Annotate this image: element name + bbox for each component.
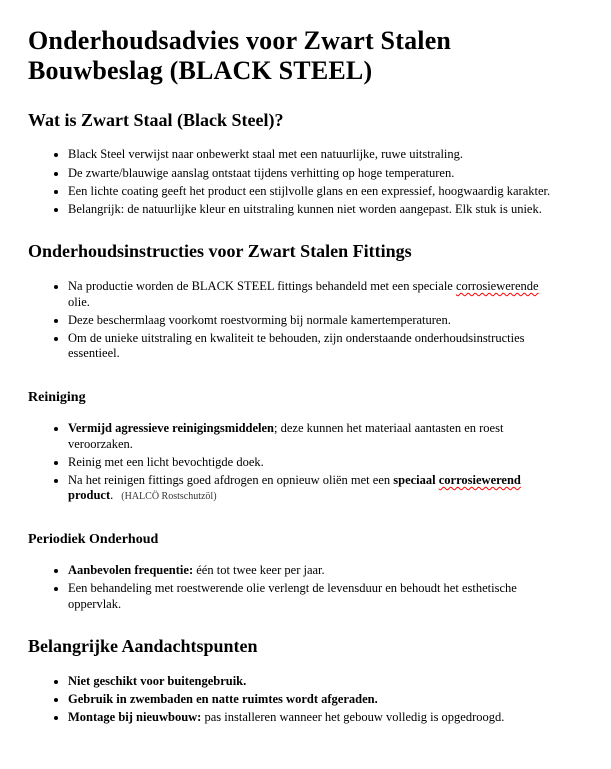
bullet-item: • Een lichte coating geeft het product een stijlvolle glans en een expressief, hoogwaardig karakter. (68, 184, 581, 200)
bullet-text: Na productie worden de BLACK STEEL fittings behandeld met een speciale (68, 278, 456, 293)
bold-lead-text: Montage bij nieuwbouw: (68, 710, 202, 725)
bullet-item (68, 563, 581, 579)
subsection-heading-periodic-maintenance: Periodiek Onderhoud (28, 532, 159, 548)
bullet-list-important (28, 674, 581, 726)
bold-text: Niet geschikt voor buitengebruik. (68, 673, 247, 688)
bold-lead-text: Aanbevolen frequentie: (68, 562, 194, 577)
bullet-item (68, 692, 581, 708)
doc-title: Onderhoudsadvies voor Zwart Stalen Bouwbeslag (BLACK STEEL) (28, 26, 452, 85)
bullet-item: • Reinig met een licht bevochtigde doek. (68, 455, 581, 471)
bullet-list-intro (28, 147, 581, 217)
bullet-text: ; deze kunnen het materiaal aantasten en roest veroorzaken. (68, 420, 504, 451)
bullet-item: • Black Steel verwijst naar onbewerkt staal met een natuurlijke, ruwe uitstraling. (68, 147, 581, 163)
bold-lead-text: Vermijd agressieve reinigingsmiddelen (68, 420, 275, 435)
bullet-item (68, 674, 581, 690)
bullet-item: • Een behandeling met roestwerende olie verlengt de levensduur en behoudt het esthetische oppervlak. (68, 581, 581, 612)
bullet-text: pas installeren wanneer het gebouw volledig is opgedroogd. (201, 710, 505, 725)
bold-text: speciaal (393, 472, 439, 487)
section-heading-important-points: Belangrijke Aandachtspunten (28, 636, 258, 657)
bullet-item (68, 710, 581, 726)
bullet-item: • De zwarte/blauwige aanslag ontstaat tijdens verhitting op hoge temperaturen. (68, 166, 581, 182)
product-note-text: (HALCÖ Rostschutzöl) (121, 491, 217, 503)
subsection-heading-cleaning: Reiniging (28, 390, 86, 406)
bullet-text: één tot twee keer per jaar. (193, 562, 325, 577)
misspelled-word: corrosiewerende (455, 278, 539, 293)
bullet-item (68, 279, 581, 310)
bullet-item: • Deze beschermlaag voorkomt roestvorming bij normale kamertemperaturen. (68, 313, 581, 329)
bullet-item (68, 421, 581, 452)
bullet-text: Na het reinigen fittings goed afdrogen en opnieuw oliën met een (68, 472, 394, 487)
bullet-text: . (110, 488, 114, 503)
bullet-item (68, 473, 581, 504)
bullet-text: olie. (68, 294, 90, 309)
bullet-item: • Belangrijk: de natuurlijke kleur en uitstraling kunnen niet worden aangepast. Elk stuk is uniek. (68, 202, 581, 218)
section-heading-maintenance-instructions: Onderhoudsinstructies voor Zwart Stalen Fittings (28, 241, 412, 262)
misspelled-word: corrosiewerend (438, 472, 521, 487)
bullet-list-instructions (28, 279, 581, 362)
bullet-item: • Om de unieke uitstraling en kwaliteit te behouden, zijn onderstaande onderhoudsinstructies essentieel. (68, 331, 581, 362)
bold-text: Gebruik in zwembaden en natte ruimtes wordt afgeraden. (68, 691, 378, 706)
section-heading-what-is-black-steel: Wat is Zwart Staal (Black Steel)? (28, 109, 284, 130)
bullet-list-cleaning (28, 421, 581, 504)
bullet-list-periodic (28, 563, 581, 612)
bold-text: product (68, 488, 111, 503)
